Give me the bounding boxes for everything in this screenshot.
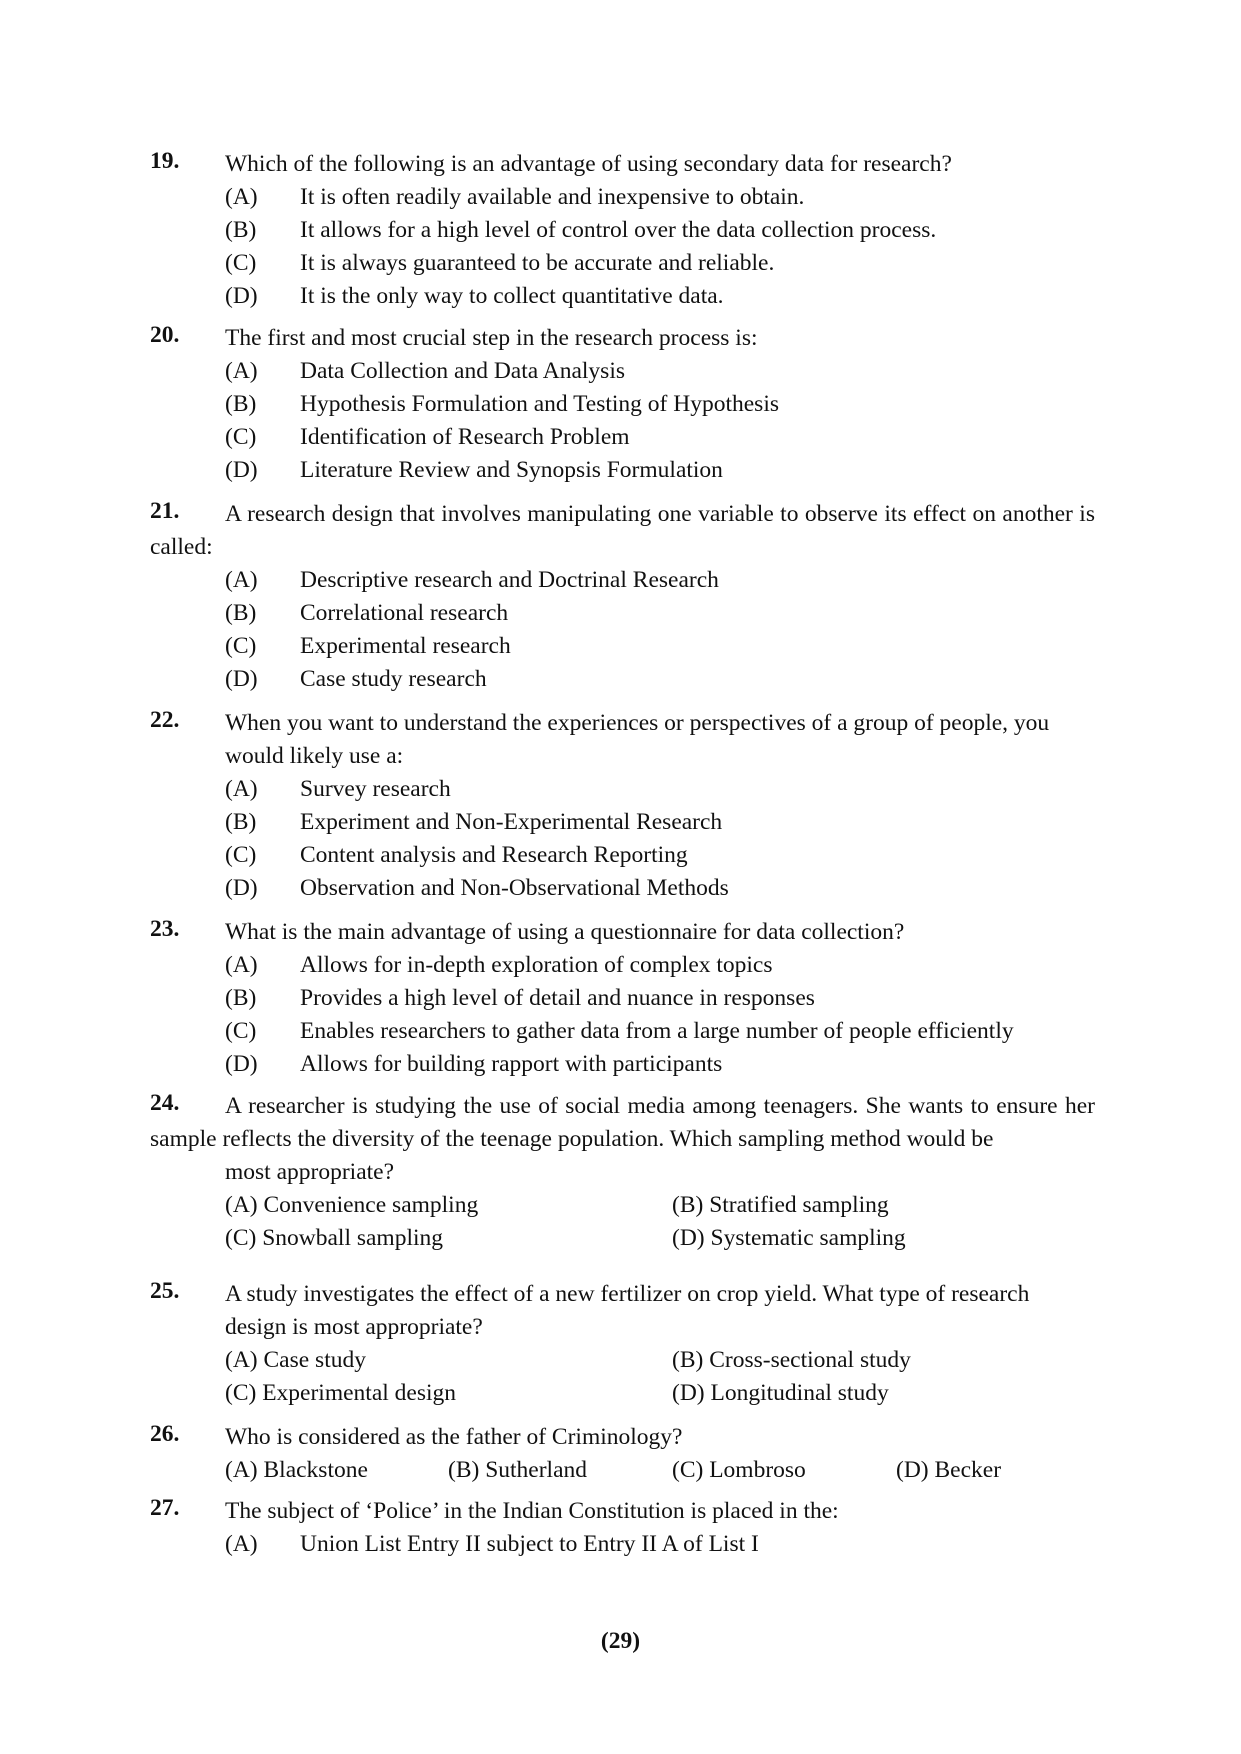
option-label: (A)	[225, 567, 258, 593]
option-text: Descriptive research and Doctrinal Research	[300, 567, 719, 593]
option-b	[225, 982, 815, 1015]
question-text: A research design that involves manipulating one variable to observe its effect on another is called:	[150, 501, 1095, 560]
option-label: (C)	[225, 842, 257, 868]
option-c	[225, 1015, 1014, 1048]
option-text: It allows for a high level of control over the data collection process.	[300, 217, 937, 243]
option-text: Correlational research	[300, 600, 509, 626]
option-a	[225, 564, 719, 597]
option-text: Provides a high level of detail and nuance in responses	[300, 985, 815, 1011]
option-text: Case study research	[300, 666, 487, 692]
question-text: Who is considered as the father of Criminology?	[225, 1424, 683, 1450]
option-a: (A) Convenience sampling	[225, 1192, 479, 1218]
option-c	[225, 630, 511, 663]
option-label: (C)	[225, 250, 257, 276]
option-text: Identification of Research Problem	[300, 424, 630, 450]
option-b	[225, 214, 936, 247]
option-label: (C)	[225, 1018, 257, 1044]
option-b	[225, 388, 779, 421]
question-number: 19.	[150, 148, 180, 174]
option-label: (C)	[225, 424, 257, 450]
option-label: (B)	[225, 809, 257, 835]
option-a: (A) Blackstone	[225, 1457, 368, 1483]
option-d: (D) Systematic sampling	[672, 1225, 906, 1251]
option-c	[225, 421, 630, 454]
option-text: Experimental research	[300, 633, 511, 659]
option-b: (B) Cross-sectional study	[672, 1347, 911, 1373]
question-number: 24.	[150, 1090, 180, 1116]
option-label: (B)	[225, 391, 257, 417]
question-text: When you want to understand the experiences or perspectives of a group of people, you would likely use a:	[225, 710, 1050, 769]
question-text: The subject of ‘Police’ in the Indian Constitution is placed in the:	[225, 1498, 839, 1524]
option-text: Survey research	[300, 776, 451, 802]
option-b	[225, 806, 722, 839]
question-text: The first and most crucial step in the research process is:	[225, 325, 758, 351]
question-number: 27.	[150, 1495, 180, 1521]
option-d: (D) Becker	[896, 1457, 1002, 1483]
option-text: It is often readily available and inexpensive to obtain.	[300, 184, 805, 210]
option-label: (A)	[225, 776, 258, 802]
question-number: 20.	[150, 322, 180, 348]
option-text: Hypothesis Formulation and Testing of Hypothesis	[300, 391, 779, 417]
option-label: (D)	[225, 875, 258, 901]
option-d	[225, 872, 729, 905]
option-a: (A) Case study	[225, 1347, 366, 1373]
option-d	[225, 1048, 722, 1081]
option-text: Enables researchers to gather data from a large number of people efficiently	[300, 1018, 1014, 1044]
option-label: (C)	[225, 633, 257, 659]
option-label: (D)	[225, 1051, 258, 1077]
option-c: (C) Lombroso	[672, 1457, 806, 1483]
option-text: Union List Entry II subject to Entry II A of List I	[300, 1531, 759, 1557]
question-number: 25.	[150, 1278, 180, 1304]
option-text: It is the only way to collect quantitative data.	[300, 283, 724, 309]
option-label: (A)	[225, 358, 258, 384]
option-a	[225, 355, 625, 388]
question-number: 22.	[150, 707, 180, 733]
option-text: It is always guaranteed to be accurate and reliable.	[300, 250, 775, 276]
option-c	[225, 247, 774, 280]
question-text: A study investigates the effect of a new fertilizer on crop yield. What type of research design is most appropriate?	[225, 1281, 1030, 1340]
option-d	[225, 454, 723, 487]
question-text: What is the main advantage of using a questionnaire for data collection?	[225, 919, 905, 945]
option-text: Literature Review and Synopsis Formulation	[300, 457, 723, 483]
option-d	[225, 280, 724, 313]
question-number: 21.	[150, 498, 180, 524]
option-label: (A)	[225, 1531, 258, 1557]
option-a	[225, 181, 804, 214]
option-a	[225, 773, 451, 806]
option-label: (A)	[225, 184, 258, 210]
option-text: Data Collection and Data Analysis	[300, 358, 626, 384]
option-label: (A)	[225, 952, 258, 978]
question-number: 26.	[150, 1421, 180, 1447]
option-b: (B) Sutherland	[448, 1457, 588, 1483]
option-text: Allows for in-depth exploration of complex topics	[300, 952, 773, 978]
option-a	[225, 1528, 759, 1561]
option-label: (B)	[225, 217, 257, 243]
question-text-continued: most appropriate?	[225, 1159, 395, 1185]
option-c	[225, 839, 688, 872]
option-b	[225, 597, 508, 630]
option-d: (D) Longitudinal study	[672, 1380, 889, 1406]
option-text: Content analysis and Research Reporting	[300, 842, 688, 868]
option-label: (D)	[225, 283, 258, 309]
option-text: Experiment and Non-Experimental Research	[300, 809, 723, 835]
option-text: Observation and Non-Observational Methods	[300, 875, 729, 901]
option-c: (C) Snowball sampling	[225, 1225, 444, 1251]
option-d	[225, 663, 487, 696]
option-b: (B) Stratified sampling	[672, 1192, 889, 1218]
option-label: (D)	[225, 666, 258, 692]
option-label: (B)	[225, 985, 257, 1011]
question-text: A researcher is studying the use of social media among teenagers. She wants to ensure her sample reflects the diversity of the teenage population. Which sampling method would be	[150, 1093, 1095, 1152]
option-text: Allows for building rapport with participants	[300, 1051, 723, 1077]
option-label: (B)	[225, 600, 257, 626]
question-number: 23.	[150, 916, 180, 942]
option-label: (D)	[225, 457, 258, 483]
option-c: (C) Experimental design	[225, 1380, 457, 1406]
page-number: (29)	[600, 1628, 641, 1654]
question-text: Which of the following is an advantage of using secondary data for research?	[225, 151, 952, 177]
option-a	[225, 949, 773, 982]
